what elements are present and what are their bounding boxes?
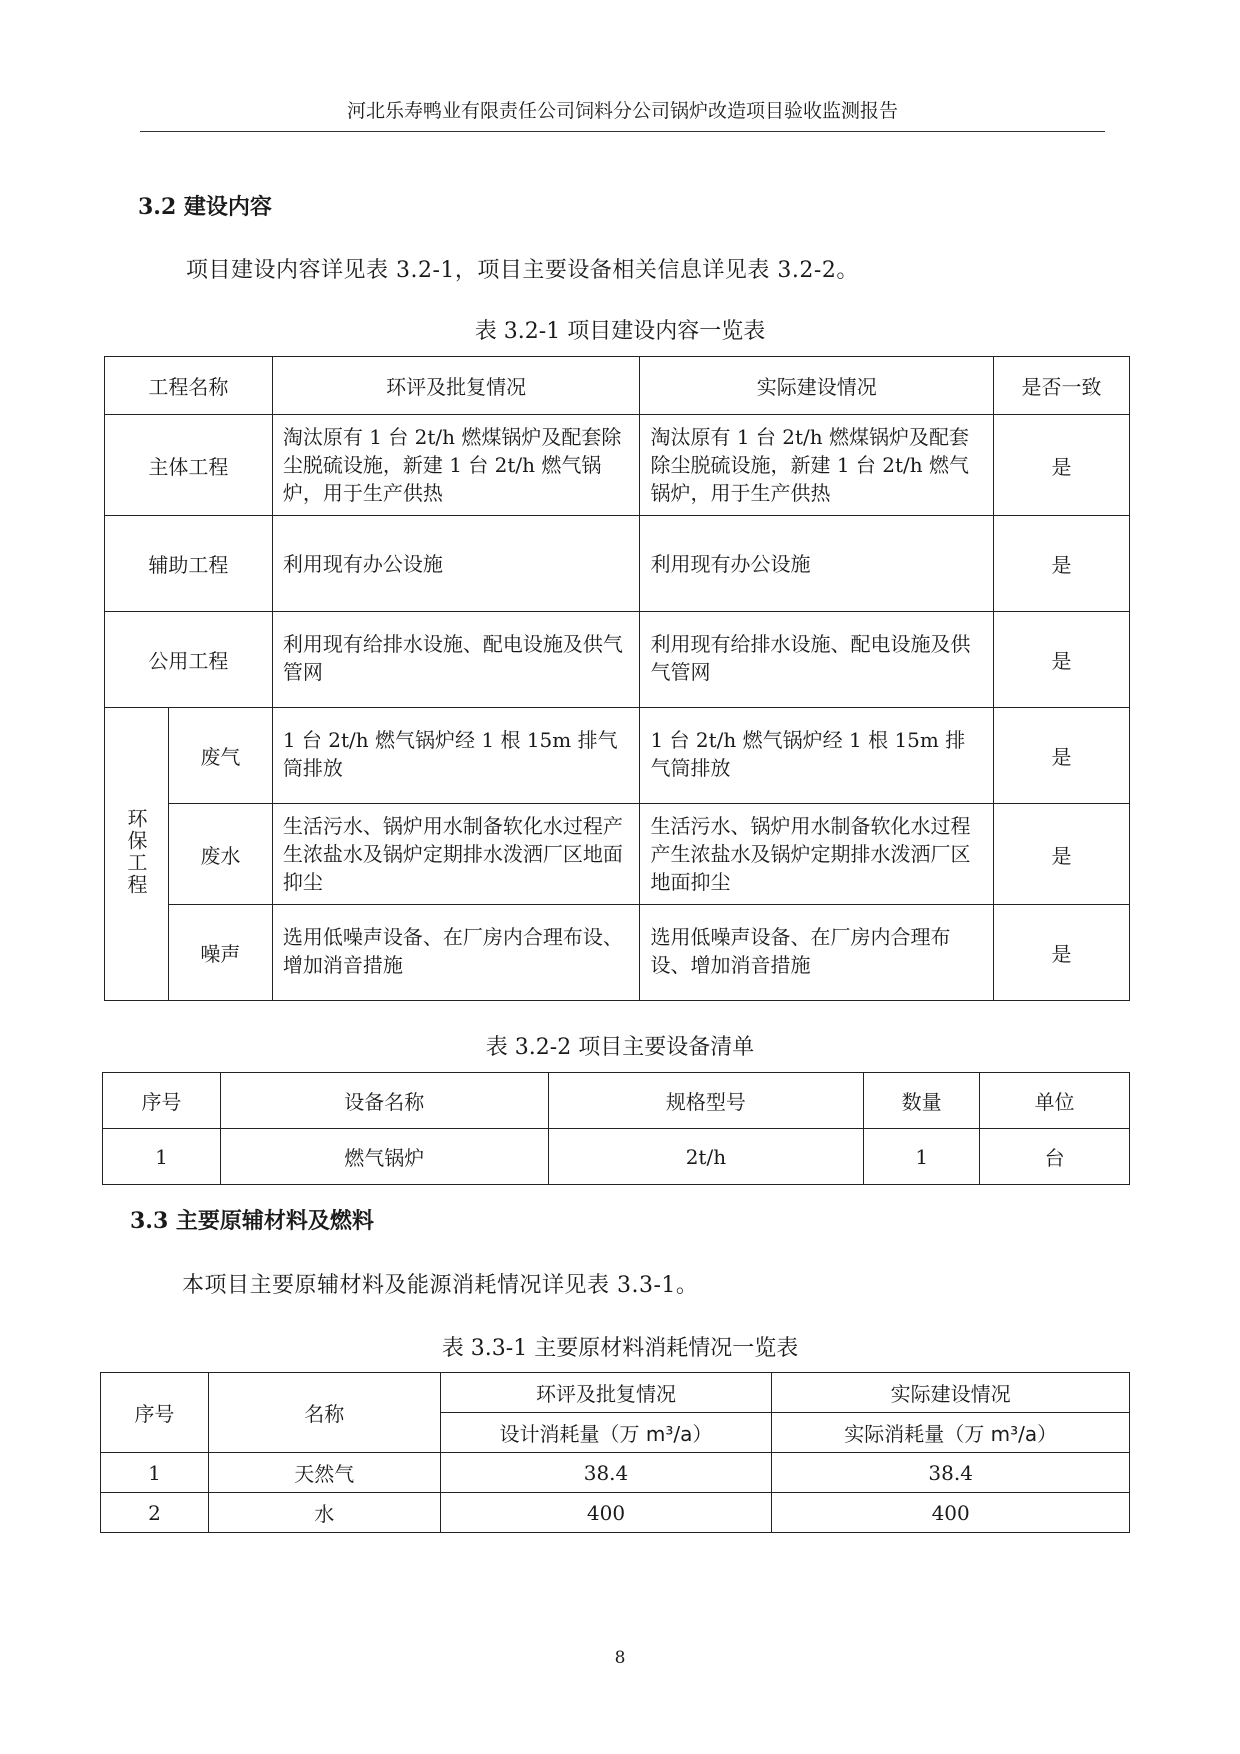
header-quantity: 数量 (864, 1073, 980, 1129)
eia-cell: 生活污水、锅炉用水制备软化水过程产生浓盐水及锅炉定期排水泼洒厂区地面抑尘 (272, 804, 640, 905)
header-equipment-name: 设备名称 (220, 1073, 548, 1129)
project-name-cell: 公用工程 (105, 612, 273, 708)
no-cell: 1 (103, 1129, 221, 1185)
actual-cell: 利用现有给排水设施、配电设施及供气管网 (640, 612, 994, 708)
table-row (105, 516, 1130, 612)
consistent-cell: 是 (994, 612, 1130, 708)
actual-consumption-cell: 400 (772, 1493, 1130, 1533)
table-row (101, 1493, 1130, 1533)
table-row (105, 804, 1130, 905)
eia-cell: 1 台 2t/h 燃气锅炉经 1 根 15m 排气筒排放 (272, 708, 640, 804)
consistent-cell: 是 (994, 905, 1130, 1001)
consistent-cell: 是 (994, 804, 1130, 905)
header-eia-status: 环评及批复情况 (440, 1373, 772, 1413)
actual-cell: 生活污水、锅炉用水制备软化水过程产生浓盐水及锅炉定期排水泼洒厂区地面抑尘 (640, 804, 994, 905)
table-row (105, 415, 1130, 516)
header-consistent: 是否一致 (994, 357, 1130, 415)
consistent-cell: 是 (994, 415, 1130, 516)
page-number: 8 (614, 1648, 626, 1668)
no-cell: 1 (101, 1453, 209, 1493)
consistent-cell: 是 (994, 708, 1130, 804)
table-row (105, 905, 1130, 1001)
header-project-name: 工程名称 (105, 357, 273, 415)
actual-consumption-cell: 38.4 (772, 1453, 1130, 1493)
eia-cell: 利用现有办公设施 (272, 516, 640, 612)
unit-cell: 台 (980, 1129, 1130, 1185)
design-consumption-cell: 400 (440, 1493, 772, 1533)
header-name: 名称 (208, 1373, 440, 1453)
actual-cell: 选用低噪声设备、在厂房内合理布设、增加消音措施 (640, 905, 994, 1001)
no-cell: 2 (101, 1493, 209, 1533)
sub-project-name-cell: 噪声 (168, 905, 272, 1001)
sub-project-name-cell: 废水 (168, 804, 272, 905)
table-row (101, 1453, 1130, 1493)
env-protection-label: 环保工程 (123, 807, 148, 896)
table-3-2-2-caption: 表 3.2-2 项目主要设备清单 (485, 1035, 755, 1060)
table-3-2-1-caption: 表 3.2-1 项目建设内容一览表 (474, 319, 766, 344)
section-3-3-title: 3.3 主要原辅材料及燃料 (130, 1208, 374, 1234)
section-3-2-title: 3.2 建设内容 (138, 194, 272, 220)
quantity-cell: 1 (864, 1129, 980, 1185)
table-3-3-1-caption: 表 3.3-1 主要原材料消耗情况一览表 (441, 1336, 799, 1361)
header-unit: 单位 (980, 1073, 1130, 1129)
header-model: 规格型号 (548, 1073, 864, 1129)
material-name-cell: 天然气 (208, 1453, 440, 1493)
env-protection-group-cell (105, 708, 169, 1001)
header-actual-consumption: 实际消耗量（万 m³/a） (772, 1413, 1130, 1453)
model-cell: 2t/h (548, 1129, 864, 1185)
actual-cell: 利用现有办公设施 (640, 516, 994, 612)
table-row (103, 1129, 1130, 1185)
sub-project-name-cell: 废气 (168, 708, 272, 804)
header-no: 序号 (103, 1073, 221, 1129)
project-name-cell: 辅助工程 (105, 516, 273, 612)
header-actual-status: 实际建设情况 (772, 1373, 1130, 1413)
construction-content-table (104, 356, 1130, 1001)
main-equipment-table (102, 1072, 1130, 1185)
actual-cell: 淘汰原有 1 台 2t/h 燃煤锅炉及配套除尘脱硫设施，新建 1 台 2t/h 燃气锅炉，用于生产供热 (640, 415, 994, 516)
section-3-2-paragraph: 项目建设内容详见表 3.2-1，项目主要设备相关信息详见表 3.2-2。 (186, 258, 859, 283)
design-consumption-cell: 38.4 (440, 1453, 772, 1493)
material-consumption-table (100, 1372, 1130, 1533)
eia-cell: 选用低噪声设备、在厂房内合理布设、增加消音措施 (272, 905, 640, 1001)
actual-cell: 1 台 2t/h 燃气锅炉经 1 根 15m 排气筒排放 (640, 708, 994, 804)
running-header: 河北乐寿鸭业有限责任公司饲料分公司锅炉改造项目验收监测报告 (140, 96, 1105, 132)
equipment-name-cell: 燃气锅炉 (220, 1129, 548, 1185)
header-no: 序号 (101, 1373, 209, 1453)
header-design-consumption: 设计消耗量（万 m³/a） (440, 1413, 772, 1453)
header-eia-status: 环评及批复情况 (272, 357, 640, 415)
eia-cell: 利用现有给排水设施、配电设施及供气管网 (272, 612, 640, 708)
section-3-3-paragraph: 本项目主要原辅材料及能源消耗情况详见表 3.3-1。 (182, 1273, 699, 1298)
project-name-cell: 主体工程 (105, 415, 273, 516)
material-name-cell: 水 (208, 1493, 440, 1533)
eia-cell: 淘汰原有 1 台 2t/h 燃煤锅炉及配套除尘脱硫设施，新建 1 台 2t/h 燃气锅炉，用于生产供热 (272, 415, 640, 516)
consistent-cell: 是 (994, 516, 1130, 612)
table-row (105, 708, 1130, 804)
header-actual-status: 实际建设情况 (640, 357, 994, 415)
table-row (105, 612, 1130, 708)
